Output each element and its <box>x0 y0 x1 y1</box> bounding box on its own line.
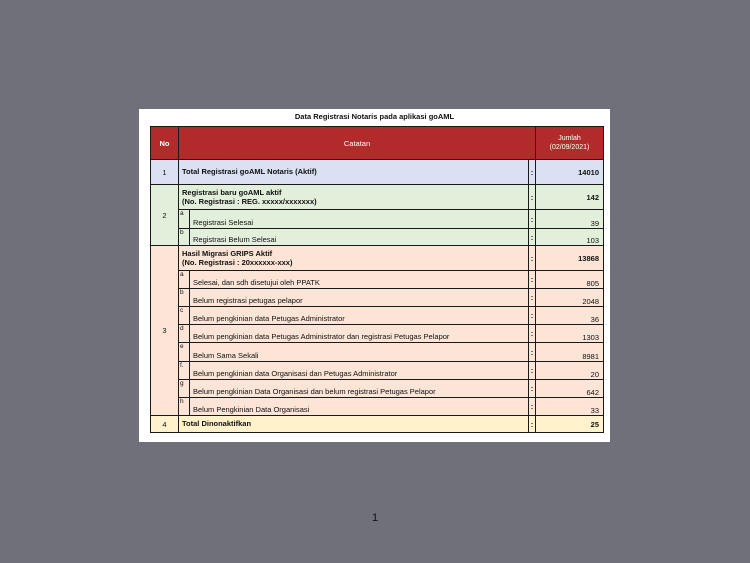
colon-separator: : <box>529 271 536 289</box>
sub-label: Belum pengkinian data Petugas Administrator <box>190 307 529 325</box>
sub-value: 2048 <box>536 289 604 307</box>
header-jumlah-date: (02/09/2021) <box>549 144 590 151</box>
table-row <box>151 289 604 307</box>
sub-value: 20 <box>536 362 604 380</box>
sub-value: 642 <box>536 380 604 398</box>
registration-table <box>150 126 604 433</box>
sub-letter: b <box>179 289 190 307</box>
sub-label: Belum Sama Sekali <box>190 343 529 362</box>
colon-separator: : <box>529 416 536 433</box>
colon-separator: : <box>529 398 536 416</box>
table-row <box>151 325 604 343</box>
table-row <box>151 185 604 210</box>
table-row <box>151 343 604 362</box>
sub-value: 36 <box>536 307 604 325</box>
colon-separator: : <box>529 307 536 325</box>
colon-separator: : <box>529 210 536 229</box>
page-number: 1 <box>371 512 379 524</box>
sub-letter: f. <box>179 362 190 380</box>
row-label: Total Dinonaktifkan <box>179 416 529 433</box>
table-row <box>151 307 604 325</box>
row-label <box>179 246 529 271</box>
colon-separator: : <box>529 343 536 362</box>
table-row <box>151 210 604 229</box>
sub-letter: h <box>179 398 190 416</box>
colon-separator: : <box>529 362 536 380</box>
sub-label: Belum pengkinian Data Organisasi dan belum registrasi Petugas Pelapor <box>190 380 529 398</box>
sub-value: 103 <box>536 229 604 246</box>
header-no: No <box>151 127 179 160</box>
row-label-line2: (No. Registrasi : REG. xxxxx/xxxxxxx) <box>182 196 317 206</box>
document-title: Data Registrasi Notaris pada aplikasi goAML <box>294 112 455 121</box>
sub-value: 33 <box>536 398 604 416</box>
sub-value: 8981 <box>536 343 604 362</box>
row-value: 14010 <box>536 160 604 185</box>
table-row <box>151 246 604 271</box>
sub-label: Belum pengkinian data Organisasi dan Petugas Administrator <box>190 362 529 380</box>
colon-separator: : <box>529 289 536 307</box>
row-number: 3 <box>151 246 179 416</box>
row-value: 142 <box>536 185 604 210</box>
colon-separator: : <box>529 160 536 185</box>
sub-letter: c <box>179 307 190 325</box>
sub-value: 805 <box>536 271 604 289</box>
sub-value: 39 <box>536 210 604 229</box>
table-row <box>151 398 604 416</box>
row-number: 4 <box>151 416 179 433</box>
row-label-line1: Hasil Migrasi GRIPS Aktif <box>182 248 273 258</box>
sub-letter: a <box>179 210 190 229</box>
table-row <box>151 160 604 185</box>
sub-label: Belum Pengkinian Data Organisasi <box>190 398 529 416</box>
header-jumlah-label: Jumlah <box>558 135 581 142</box>
sub-letter: d <box>179 325 190 343</box>
row-value: 25 <box>536 416 604 433</box>
table-row <box>151 229 604 246</box>
sub-label: Selesai, dan sdh disetujui oleh PPATK <box>190 271 529 289</box>
row-value: 13868 <box>536 246 604 271</box>
row-number: 2 <box>151 185 179 246</box>
row-label: Total Registrasi goAML Notaris (Aktif) <box>179 160 529 185</box>
row-number: 1 <box>151 160 179 185</box>
colon-separator: : <box>529 246 536 271</box>
sub-letter: e <box>179 343 190 362</box>
sub-label: Registrasi Selesai <box>190 210 529 229</box>
sub-label: Belum pengkinian data Petugas Administrator dan registrasi Petugas Pelapor <box>190 325 529 343</box>
row-label <box>179 185 529 210</box>
header-catatan: Catatan <box>179 127 536 160</box>
colon-separator: : <box>529 325 536 343</box>
row-label-line2: (No. Registrasi : 20xxxxxx-xxx) <box>182 257 293 267</box>
table-row <box>151 271 604 289</box>
row-label-line1: Registrasi baru goAML aktif <box>182 187 282 197</box>
sub-label: Registrasi Belum Selesai <box>190 229 529 246</box>
table-row <box>151 362 604 380</box>
colon-separator: : <box>529 185 536 210</box>
sub-value: 1303 <box>536 325 604 343</box>
colon-separator: : <box>529 380 536 398</box>
document-sheet <box>139 109 610 442</box>
table-header-row <box>151 127 604 160</box>
header-jumlah <box>536 127 604 160</box>
sub-letter: g <box>179 380 190 398</box>
sub-letter: a <box>179 271 190 289</box>
sub-letter: b <box>179 229 190 246</box>
table-row <box>151 380 604 398</box>
sub-label: Belum registrasi petugas pelapor <box>190 289 529 307</box>
table-row <box>151 416 604 433</box>
colon-separator: : <box>529 229 536 246</box>
